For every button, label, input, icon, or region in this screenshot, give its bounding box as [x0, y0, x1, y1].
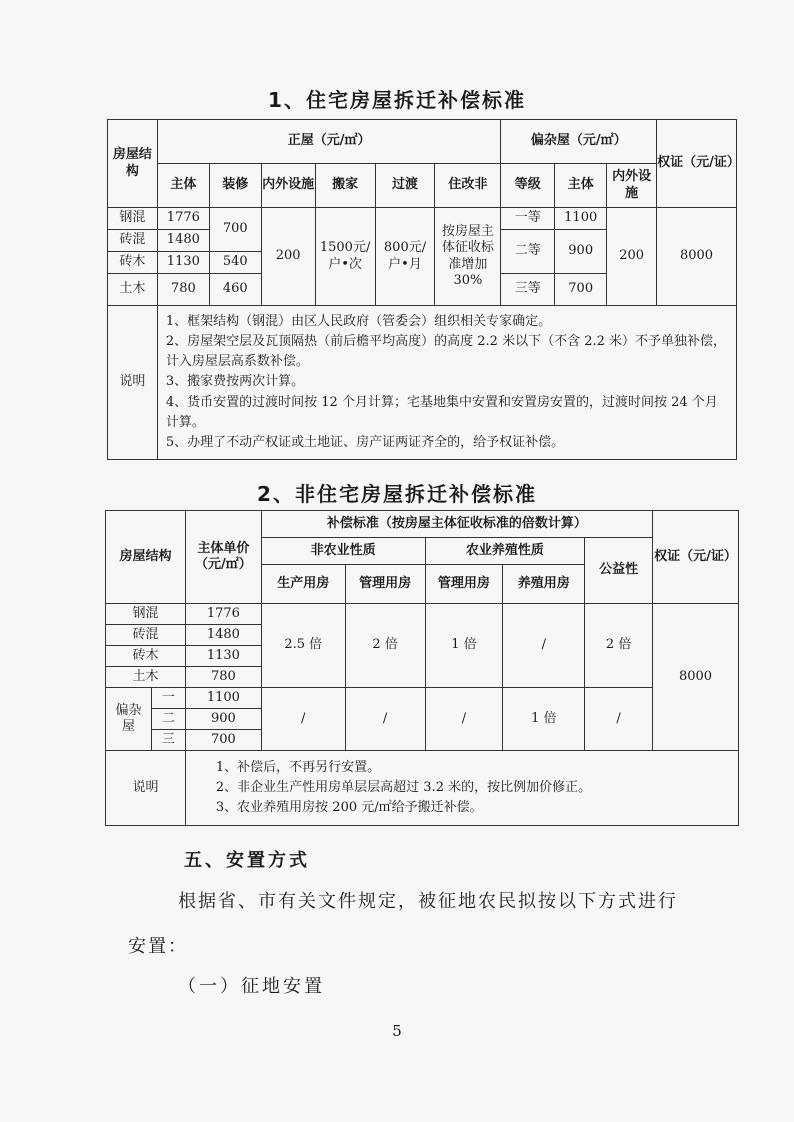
production-header: 生产用房: [261, 565, 345, 604]
decoration-merged-cell: 700: [209, 208, 261, 252]
notes-cell: [185, 751, 738, 826]
body-paragraph-line1: 根据省、市有关文件规定，被征地农民拟按以下方式进行: [178, 891, 678, 912]
side-breeding-multiple: 1 倍: [503, 688, 585, 751]
main-house-header: 正屋（元/㎡）: [157, 120, 501, 164]
moving-header: 搬家: [315, 164, 375, 208]
notes-label: 说明: [108, 306, 158, 460]
standard-header: 补偿标准（按房屋主体征收标准的倍数计算）: [261, 511, 652, 538]
agri-management-multiple: 1 倍: [425, 604, 503, 688]
certificate-header: 权证（元/证）: [653, 511, 739, 604]
side-house-label: 偏杂屋: [106, 688, 152, 751]
main-price-cell: 1776: [157, 208, 209, 230]
side-grade-cell: 二: [151, 709, 185, 730]
note-item: 3、农业养殖用房按 200 元/㎡给予搬迁补偿。: [215, 800, 483, 816]
note-item: 5、办理了不动产权证或土地证、房产证两证齐全的，给予权证补偿。: [165, 434, 565, 450]
grade-cell: 一等: [501, 208, 555, 230]
residential-compensation-table: [107, 119, 740, 460]
side-agri-management-multiple: /: [425, 688, 503, 751]
breeding-header: 养殖用房: [503, 565, 585, 604]
page-number: 5: [392, 1022, 402, 1040]
notes-label: 说明: [106, 751, 186, 826]
transition-cell: 800元/户•月: [375, 208, 435, 306]
structure-header: 房屋结构: [106, 511, 186, 604]
side-public-multiple: /: [585, 688, 653, 751]
main-header: 主体: [157, 164, 209, 208]
breeding-multiple: /: [503, 604, 585, 688]
section-heading: 五、安置方式: [184, 850, 310, 871]
note-item: 1、补偿后，不再另行安置。: [215, 759, 381, 775]
side-house-header: 偏杂屋（元/㎡）: [501, 120, 657, 164]
structure-cell: 土木: [106, 667, 186, 688]
price-cell: 1100: [185, 688, 261, 709]
body-paragraph-line2: 安置：: [128, 936, 188, 957]
side-facilities-cell: 200: [607, 208, 657, 306]
price-cell: 1776: [185, 604, 261, 625]
unit-price-header: 主体单价（元/㎡）: [185, 511, 261, 604]
public-multiple: 2 倍: [585, 604, 653, 688]
side-production-multiple: /: [261, 688, 345, 751]
notes-cell: [157, 306, 736, 460]
agri-header: 农业养殖性质: [425, 538, 585, 565]
structure-cell: 土木: [108, 274, 158, 306]
note-item: 2、房屋架空层及瓦顶隔热（前后檐平均高度）的高度 2.2 米以下（不含 2.2 米）不予单独补偿，计入房屋层高系数补偿。: [165, 334, 727, 370]
non-residential-compensation-table: [105, 510, 739, 826]
side-main-header: 主体: [555, 164, 607, 208]
sub-heading: （一）征地安置: [178, 976, 325, 997]
note-item: 3、搬家费按两次计算。: [165, 374, 305, 390]
housing-reform-header: 住改非: [435, 164, 501, 208]
grade-value-cell: 900: [555, 230, 607, 274]
grade-cell: 三等: [501, 274, 555, 306]
certificate-cell: 8000: [653, 604, 739, 751]
production-multiple: 2.5 倍: [261, 604, 345, 688]
grade-value-cell: 700: [555, 274, 607, 306]
section1-title: 1、住宅房屋拆迁补偿标准: [268, 88, 526, 112]
facilities-cell: 200: [261, 208, 315, 306]
main-price-cell: 1130: [157, 252, 209, 274]
note-item: 4、货币安置的过渡时间按 12 个月计算；宅基地集中安置和安置房安置的，过渡时间按 24 个月计算。: [165, 394, 718, 430]
transition-header: 过渡: [375, 164, 435, 208]
side-management-multiple: /: [345, 688, 425, 751]
side-grade-cell: 三: [151, 730, 185, 751]
price-cell: 900: [185, 709, 261, 730]
main-price-cell: 1480: [157, 230, 209, 252]
certificate-header: 权证（元/证）: [657, 120, 737, 208]
price-cell: 700: [185, 730, 261, 751]
structure-cell: 砖混: [108, 230, 158, 252]
price-cell: 1130: [185, 646, 261, 667]
structure-cell: 钢混: [106, 604, 186, 625]
side-facilities-header: 内外设施: [607, 164, 657, 208]
grade-header: 等级: [501, 164, 555, 208]
facilities-header: 内外设施: [261, 164, 315, 208]
non-agri-header: 非农业性质: [261, 538, 425, 565]
decoration-header: 装修: [209, 164, 261, 208]
price-cell: 1480: [185, 625, 261, 646]
decoration-cell: 460: [209, 274, 261, 306]
note-item: 2、非企业生产性用房单层层高超过 3.2 米的，按比例加价修正。: [215, 779, 592, 795]
section2-title: 2、非住宅房屋拆迁补偿标准: [257, 482, 537, 506]
price-cell: 780: [185, 667, 261, 688]
decoration-cell: 540: [209, 252, 261, 274]
management-multiple: 2 倍: [345, 604, 425, 688]
moving-cell: 1500元/户•次: [315, 208, 375, 306]
main-price-cell: 780: [157, 274, 209, 306]
management-header: 管理用房: [345, 565, 425, 604]
agri-management-header: 管理用房: [425, 565, 503, 604]
note-item: 1、框架结构（钢混）由区人民政府（管委会）组织相关专家确定。: [165, 314, 552, 329]
side-grade-cell: 一: [151, 688, 185, 709]
structure-header: 房屋结构: [108, 120, 158, 208]
structure-cell: 砖木: [108, 252, 158, 274]
structure-cell: 砖混: [106, 625, 186, 646]
grade-value-cell: 1100: [555, 208, 607, 230]
public-header: 公益性: [585, 538, 653, 604]
structure-cell: 砖木: [106, 646, 186, 667]
structure-cell: 钢混: [108, 208, 158, 230]
housing-reform-cell: 按房屋主体征收标准增加30%: [435, 208, 501, 306]
certificate-cell: 8000: [657, 208, 737, 306]
grade-cell: 二等: [501, 230, 555, 274]
